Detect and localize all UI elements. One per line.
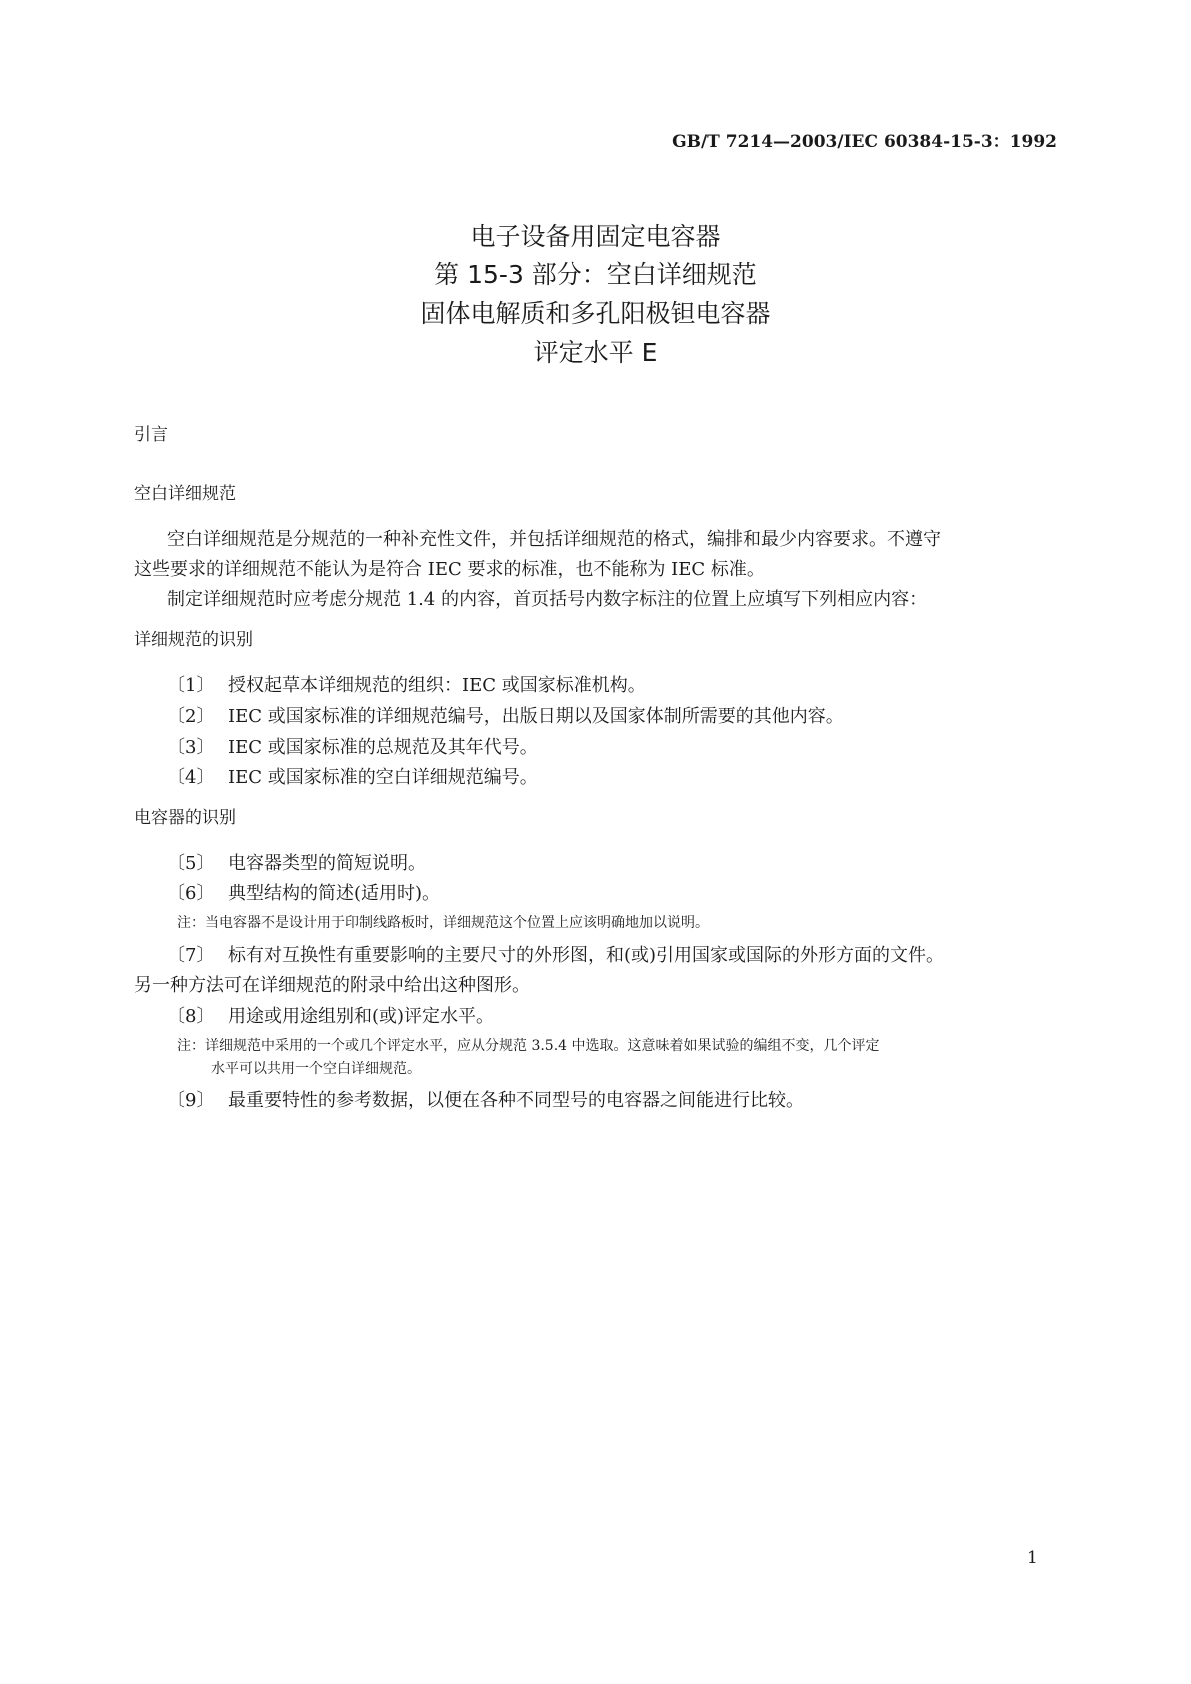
standard-code: GB/T 7214—2003/IEC 60384-15-3：1992 [672, 132, 1057, 152]
item-text-8: 用途或用途组别和(或)评定水平。 [228, 1006, 495, 1027]
item-text-5: 电容器类型的简短说明。 [228, 853, 426, 874]
page-number: 1 [1027, 1548, 1038, 1568]
title-line-2: 第 15-3 部分：空白详细规范 [434, 260, 757, 289]
heading-introduction: 引言 [134, 425, 168, 445]
title-line-3: 固体电解质和多孔阳极钽电容器 [420, 299, 771, 328]
item-number-1: 〔1〕 [167, 675, 215, 696]
item-number-5: 〔5〕 [167, 853, 215, 874]
item-text-1: 授权起草本详细规范的组织：IEC 或国家标准机构。 [228, 675, 646, 696]
item-number-7: 〔7〕 [167, 945, 215, 966]
paragraph-2: 制定详细规范时应考虑分规范 1.4 的内容，首页括号内数字标注的位置上应填写下列相应内容： [167, 589, 928, 610]
item-number-4: 〔4〕 [167, 767, 215, 788]
item-text-2: IEC 或国家标准的详细规范编号，出版日期以及国家体制所需要的其他内容。 [228, 706, 844, 727]
item-text-9: 最重要特性的参考数据，以便在各种不同型号的电容器之间能进行比较。 [228, 1090, 804, 1111]
item-number-6: 〔6〕 [167, 883, 215, 904]
note-2-line-1: 注：详细规范中采用的一个或几个评定水平，应从分规范 3.5.4 中选取。这意味着如果试验的编组不变，几个评定 [177, 1038, 880, 1054]
item-number-9: 〔9〕 [167, 1090, 215, 1111]
item-text-7-line-1: 标有对互换性有重要影响的主要尺寸的外形图，和(或)引用国家或国际的外形方面的文件。 [228, 945, 945, 966]
item-text-3: IEC 或国家标准的总规范及其年代号。 [228, 737, 538, 758]
item-text-6: 典型结构的简述(适用时)。 [228, 883, 441, 904]
title-line-1: 电子设备用固定电容器 [470, 222, 721, 251]
item-number-3: 〔3〕 [167, 737, 215, 758]
paragraph-1-line-2: 这些要求的详细规范不能认为是符合 IEC 要求的标准，也不能称为 IEC 标准。 [134, 559, 765, 580]
title-line-4: 评定水平 E [533, 338, 658, 367]
item-number-8: 〔8〕 [167, 1006, 215, 1027]
heading-blank-detail-spec: 空白详细规范 [134, 484, 236, 504]
item-number-2: 〔2〕 [167, 706, 215, 727]
note-2-line-2: 水平可以共用一个空白详细规范。 [211, 1061, 421, 1077]
paragraph-1-line-1: 空白详细规范是分规范的一种补充性文件，并包括详细规范的格式，编排和最少内容要求。不遵守 [167, 529, 941, 550]
item-text-7-line-2: 另一种方法可在详细规范的附录中给出这种图形。 [134, 975, 530, 996]
heading-detail-spec-identification: 详细规范的识别 [134, 630, 253, 650]
heading-capacitor-identification: 电容器的识别 [134, 808, 236, 828]
note-1: 注：当电容器不是设计用于印制线路板时，详细规范这个位置上应该明确地加以说明。 [177, 915, 709, 931]
item-text-4: IEC 或国家标准的空白详细规范编号。 [228, 767, 538, 788]
